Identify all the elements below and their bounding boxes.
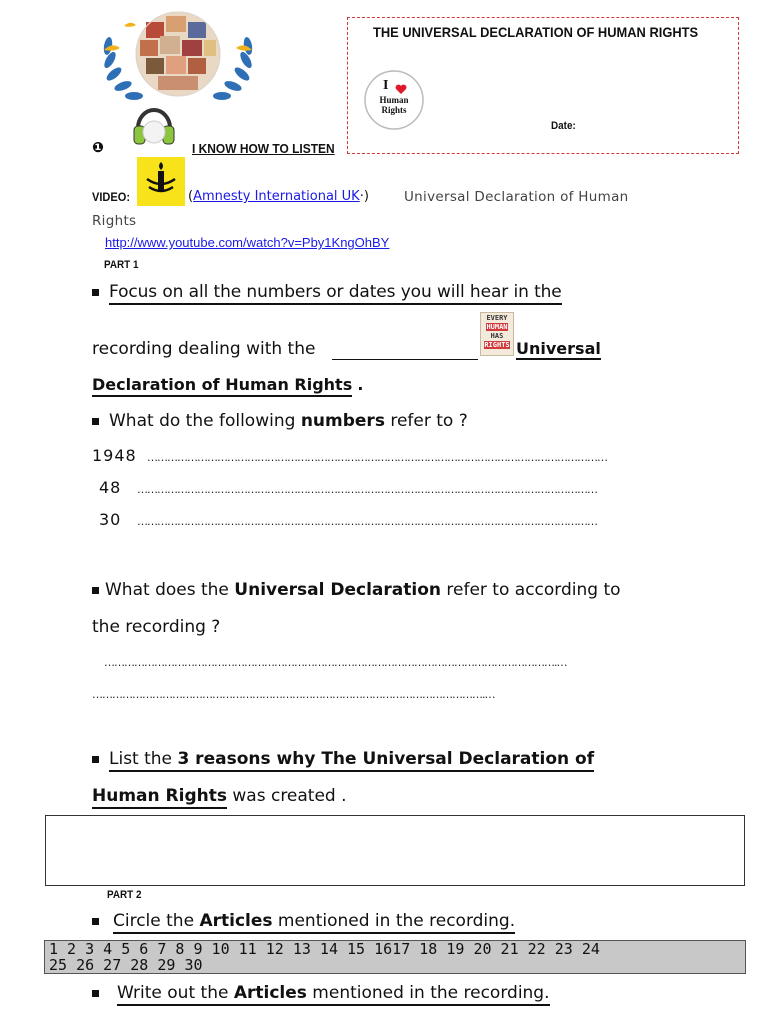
circle-instruction (92, 911, 515, 931)
declaration-question (92, 580, 621, 600)
write-line (117, 983, 550, 1006)
q-decl-pre: What does the (105, 580, 235, 600)
write-instruction (92, 983, 550, 1003)
focus-line2: recording dealing with the (92, 339, 316, 359)
step-number-icon: ❶ (92, 140, 104, 156)
video-title-cont: Rights (92, 213, 137, 229)
badge-human-rights-text: Human Rights (379, 95, 409, 115)
list-pre: List the (109, 749, 178, 769)
circle-line (113, 911, 515, 934)
bullet-icon (92, 756, 99, 763)
human-rights-globe-logo (96, 4, 260, 114)
answer-dots-declaration-2[interactable]: ……………………………………………………………………………………………………….… (92, 688, 495, 701)
amnesty-candle-logo (137, 157, 185, 206)
bullet-icon (92, 918, 99, 925)
focus-udhr1: Universal (516, 339, 601, 358)
list-line2-post: was created (226, 786, 336, 806)
declaration-question-line2: the recording ? (92, 617, 221, 637)
youtube-url-link[interactable]: http://www.youtube.com/watch?v=Pby1KngOhBY (105, 235, 390, 250)
numbers-question (92, 411, 468, 431)
focus-line1: Focus on all the numbers or dates you will hear in the (109, 282, 562, 305)
i-love-human-rights-badge (361, 70, 427, 130)
part2-label: PART 2 (107, 889, 142, 901)
reasons-instruction (92, 749, 594, 769)
bullet-icon (92, 418, 99, 425)
bullet-icon (92, 990, 99, 997)
page-title: THE UNIVERSAL DECLARATION OF HUMAN RIGHTS (373, 24, 699, 40)
list-line2-bold: Human Rights (92, 786, 227, 809)
write-post: mentioned in the recording. (306, 983, 550, 1003)
bullet-icon (92, 289, 99, 296)
video-source-open: ( (188, 189, 194, 204)
list-end: . (341, 786, 347, 806)
circle-pre: Circle the (113, 911, 200, 931)
q-decl-bold: Universal Declaration (234, 580, 441, 600)
reasons-answer-box[interactable] (45, 815, 745, 886)
focus-line3 (92, 375, 363, 394)
amnesty-link[interactable]: Amnesty International UK (193, 189, 360, 204)
write-pre: Write out the (117, 983, 234, 1003)
articles-row-2[interactable]: 25 26 27 28 29 30 (49, 956, 203, 974)
circle-post: mentioned in the recording. (272, 911, 516, 931)
video-source-close: ·) (359, 189, 369, 204)
answer-dots-48[interactable]: ………………………………………………………………………………………………………………………… (137, 483, 597, 496)
every-human-has-rights-sticker: EVERY HUMAN HAS RIGHTS (480, 312, 514, 356)
video-source-line (188, 189, 369, 204)
articles-row-1[interactable]: 1 2 3 4 5 6 7 8 9 10 11 12 13 14 15 1617 18 19 20 21 22 23 24 (49, 940, 600, 958)
video-title: Universal Declaration of Human (404, 189, 629, 205)
bullet-icon (92, 587, 99, 594)
reasons-line1 (109, 749, 594, 772)
write-bold: Articles (233, 983, 307, 1003)
answer-dots-30[interactable]: ………………………………………………………………………………………………………………………… (137, 515, 597, 528)
q-numbers-bold: numbers (300, 411, 385, 431)
blank-line (332, 359, 478, 360)
q-numbers-pre: What do the following (109, 411, 301, 431)
articles-number-strip[interactable] (44, 940, 746, 974)
number-30: 30 (99, 510, 122, 529)
number-48: 48 (99, 478, 122, 497)
list-bold: 3 reasons why The Universal Declaration of (177, 749, 595, 769)
focus-end: . (357, 375, 364, 394)
reasons-line2 (92, 786, 347, 806)
number-1948: 1948 (92, 446, 137, 465)
date-label: Date: (551, 120, 576, 132)
focus-instruction (92, 282, 562, 302)
listen-heading: I KNOW HOW TO LISTEN (192, 141, 335, 156)
circle-bold: Articles (199, 911, 273, 931)
badge-i-text: I (383, 78, 389, 93)
focus-udhr2: Declaration of Human Rights (92, 375, 352, 397)
part1-label: PART 1 (104, 259, 139, 271)
answer-dots-declaration-1[interactable]: ……………………………………………………………………………………………………………………….… (104, 656, 567, 669)
headphones-icon (130, 98, 178, 152)
answer-dots-1948[interactable]: ………………………………………………………………………………………………………………………… (147, 451, 607, 464)
q-decl-post: refer to according to (440, 580, 621, 600)
q-numbers-post: refer to ? (384, 411, 468, 431)
video-label: VIDEO: (92, 190, 131, 204)
